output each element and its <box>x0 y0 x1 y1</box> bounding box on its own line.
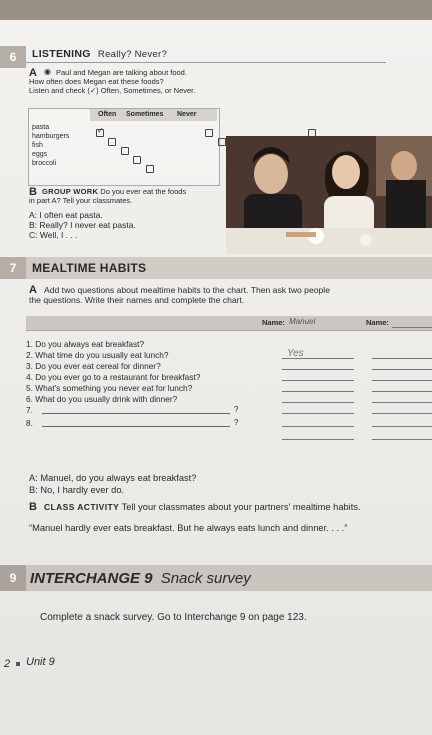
name-value-1[interactable]: Manuel <box>289 317 316 326</box>
section-number-badge-7: 7 <box>0 257 26 279</box>
part-a-line-3: Listen and check (✓) Often, Sometimes, or Never. <box>29 86 196 95</box>
question-row-7 <box>26 405 33 415</box>
part-a-line-1: Paul and Megan are talking about food. <box>56 68 187 77</box>
answer-line-2-col1[interactable] <box>282 369 354 370</box>
dialog-lines <box>29 210 136 240</box>
mealtime-title: MEALTIME HABITS <box>32 261 147 275</box>
q-text: What time do you usually eat lunch? <box>35 350 169 360</box>
checkbox-eggs-often[interactable] <box>133 156 141 164</box>
section-number-badge: 6 <box>0 46 26 68</box>
class-activity-text: Tell your classmates about your partners' mealtime habits. <box>121 502 361 512</box>
answer-line-1-col2[interactable] <box>372 358 432 359</box>
q-text: What's something you never eat for lunch? <box>35 383 193 393</box>
checkbox-fish-often[interactable] <box>121 147 129 155</box>
answer-line-8-col2[interactable] <box>372 439 432 440</box>
interchange-subtitle: Snack survey <box>160 570 251 587</box>
q-num: 2. <box>26 350 33 360</box>
answer-line-3-col2[interactable] <box>372 380 432 381</box>
question-row-5 <box>26 383 192 393</box>
example-line-a: A: Manuel, do you always eat breakfast? <box>29 473 197 483</box>
dialog-line-a: A: I often eat pasta. <box>29 210 103 220</box>
q-num: 6. <box>26 394 33 404</box>
food-broccoli: broccoli <box>32 160 57 167</box>
interchange-badge: 9 <box>0 565 26 591</box>
answer-line-6-col1[interactable] <box>282 413 354 414</box>
q-text: What do you usually drink with dinner? <box>35 394 178 404</box>
part-a-line-2: How often does Megan eat these foods? <box>29 77 164 86</box>
question-row-2 <box>26 350 169 360</box>
answer-line-7-col1[interactable] <box>282 426 354 427</box>
header-often: Often <box>98 111 117 118</box>
q-num: 3. <box>26 361 33 371</box>
part-a-letter: A <box>29 67 37 79</box>
group-work-line-2: in part A? Tell your classmates. <box>29 196 133 205</box>
answer-line-5-col2[interactable] <box>372 402 432 403</box>
dialog-line-c: C: Well, I . . . <box>29 230 78 240</box>
header-sometimes: Sometimes <box>126 111 164 118</box>
class-activity-quote: “Manuel hardly ever eats breakfast. But he always eats lunch and dinner. . . .” <box>29 523 348 533</box>
header-never: Never <box>177 111 197 118</box>
checkbox-pasta-sometimes[interactable] <box>205 129 213 137</box>
dialog-line-b: B: Really? I never eat pasta. <box>29 220 136 230</box>
page-number-fragment: 2 <box>4 658 11 670</box>
question-row-6 <box>26 394 177 404</box>
handwritten-answer-yes: Yes <box>287 348 304 359</box>
restaurant-couple-photo <box>226 136 432 254</box>
custom-question-8-line[interactable] <box>42 426 230 427</box>
food-hamburgers: hamburgers <box>32 133 70 140</box>
interchange-title <box>30 570 251 587</box>
photo-illustration <box>226 136 432 254</box>
answer-line-8-col1[interactable] <box>282 439 354 440</box>
interchange-instruction: Complete a snack survey. Go to Interchange 9 on page 123. <box>40 612 307 623</box>
divider <box>26 62 386 63</box>
answer-line-4-col2[interactable] <box>372 391 432 392</box>
food-fish: fish <box>32 142 43 149</box>
group-work-line-1: Do you ever eat the foods <box>100 187 187 196</box>
unit-label: Unit 9 <box>26 656 55 668</box>
listening-title-text: LISTENING <box>32 48 91 60</box>
mealtime-instruction-2: the questions. Write their names and complete the chart. <box>29 295 245 305</box>
name-label-2: Name: <box>366 318 389 327</box>
top-edge <box>0 0 432 20</box>
footer-bullet <box>16 662 20 666</box>
mealtime-part-a-letter: A <box>29 284 37 296</box>
name-label-1: Name: <box>262 318 285 327</box>
food-eggs: eggs <box>32 151 48 158</box>
example-dialog <box>29 472 196 496</box>
mealtime-instruction-1: Add two questions about mealtime habits to the chart. Then ask two people <box>44 285 330 295</box>
listening-subtitle: Really? Never? <box>97 49 168 60</box>
audio-icon[interactable]: ◉ <box>44 67 51 76</box>
q-num: 8. <box>26 418 33 428</box>
answer-line-4-col1[interactable] <box>282 391 354 392</box>
listening-title <box>32 48 167 60</box>
answer-line-7-col2[interactable] <box>372 426 432 427</box>
interchange-title-text: INTERCHANGE 9 <box>30 570 153 587</box>
q8-question-mark: ? <box>234 418 239 427</box>
checkbox-broccoli-often[interactable] <box>146 165 154 173</box>
q-text: Do you ever go to a restaurant for breakfast? <box>35 372 201 382</box>
q-num: 4. <box>26 372 33 382</box>
q-text: Do you always eat breakfast? <box>35 339 145 349</box>
question-row-4 <box>26 372 200 382</box>
name-line-2[interactable] <box>392 327 432 328</box>
question-row-3 <box>26 361 161 371</box>
q-num: 5. <box>26 383 33 393</box>
answer-line-3-col1[interactable] <box>282 380 354 381</box>
textbook-page <box>0 20 432 735</box>
q-text: Do you ever eat cereal for dinner? <box>35 361 161 371</box>
q-num: 1. <box>26 339 33 349</box>
answer-line-6-col2[interactable] <box>372 413 432 414</box>
checkbox-hamburgers-often[interactable] <box>108 138 116 146</box>
q-num: 7. <box>26 405 33 415</box>
food-pasta: pasta <box>32 124 50 131</box>
group-work-heading: GROUP WORK <box>42 187 99 196</box>
checkbox-hamburgers-sometimes[interactable] <box>218 138 226 146</box>
question-row-1 <box>26 339 144 349</box>
question-row-8 <box>26 418 33 428</box>
answer-line-2-col2[interactable] <box>372 369 432 370</box>
answer-line-5-col1[interactable] <box>282 402 354 403</box>
mealtime-part-b-letter: B <box>29 501 37 513</box>
custom-question-7-line[interactable] <box>42 413 230 414</box>
part-b-letter: B <box>29 186 37 198</box>
class-activity-heading: CLASS ACTIVITY <box>44 502 120 512</box>
example-line-b: B: No, I hardly ever do. <box>29 485 125 495</box>
q7-question-mark: ? <box>234 405 239 414</box>
checkbox-pasta-often[interactable] <box>96 129 104 137</box>
